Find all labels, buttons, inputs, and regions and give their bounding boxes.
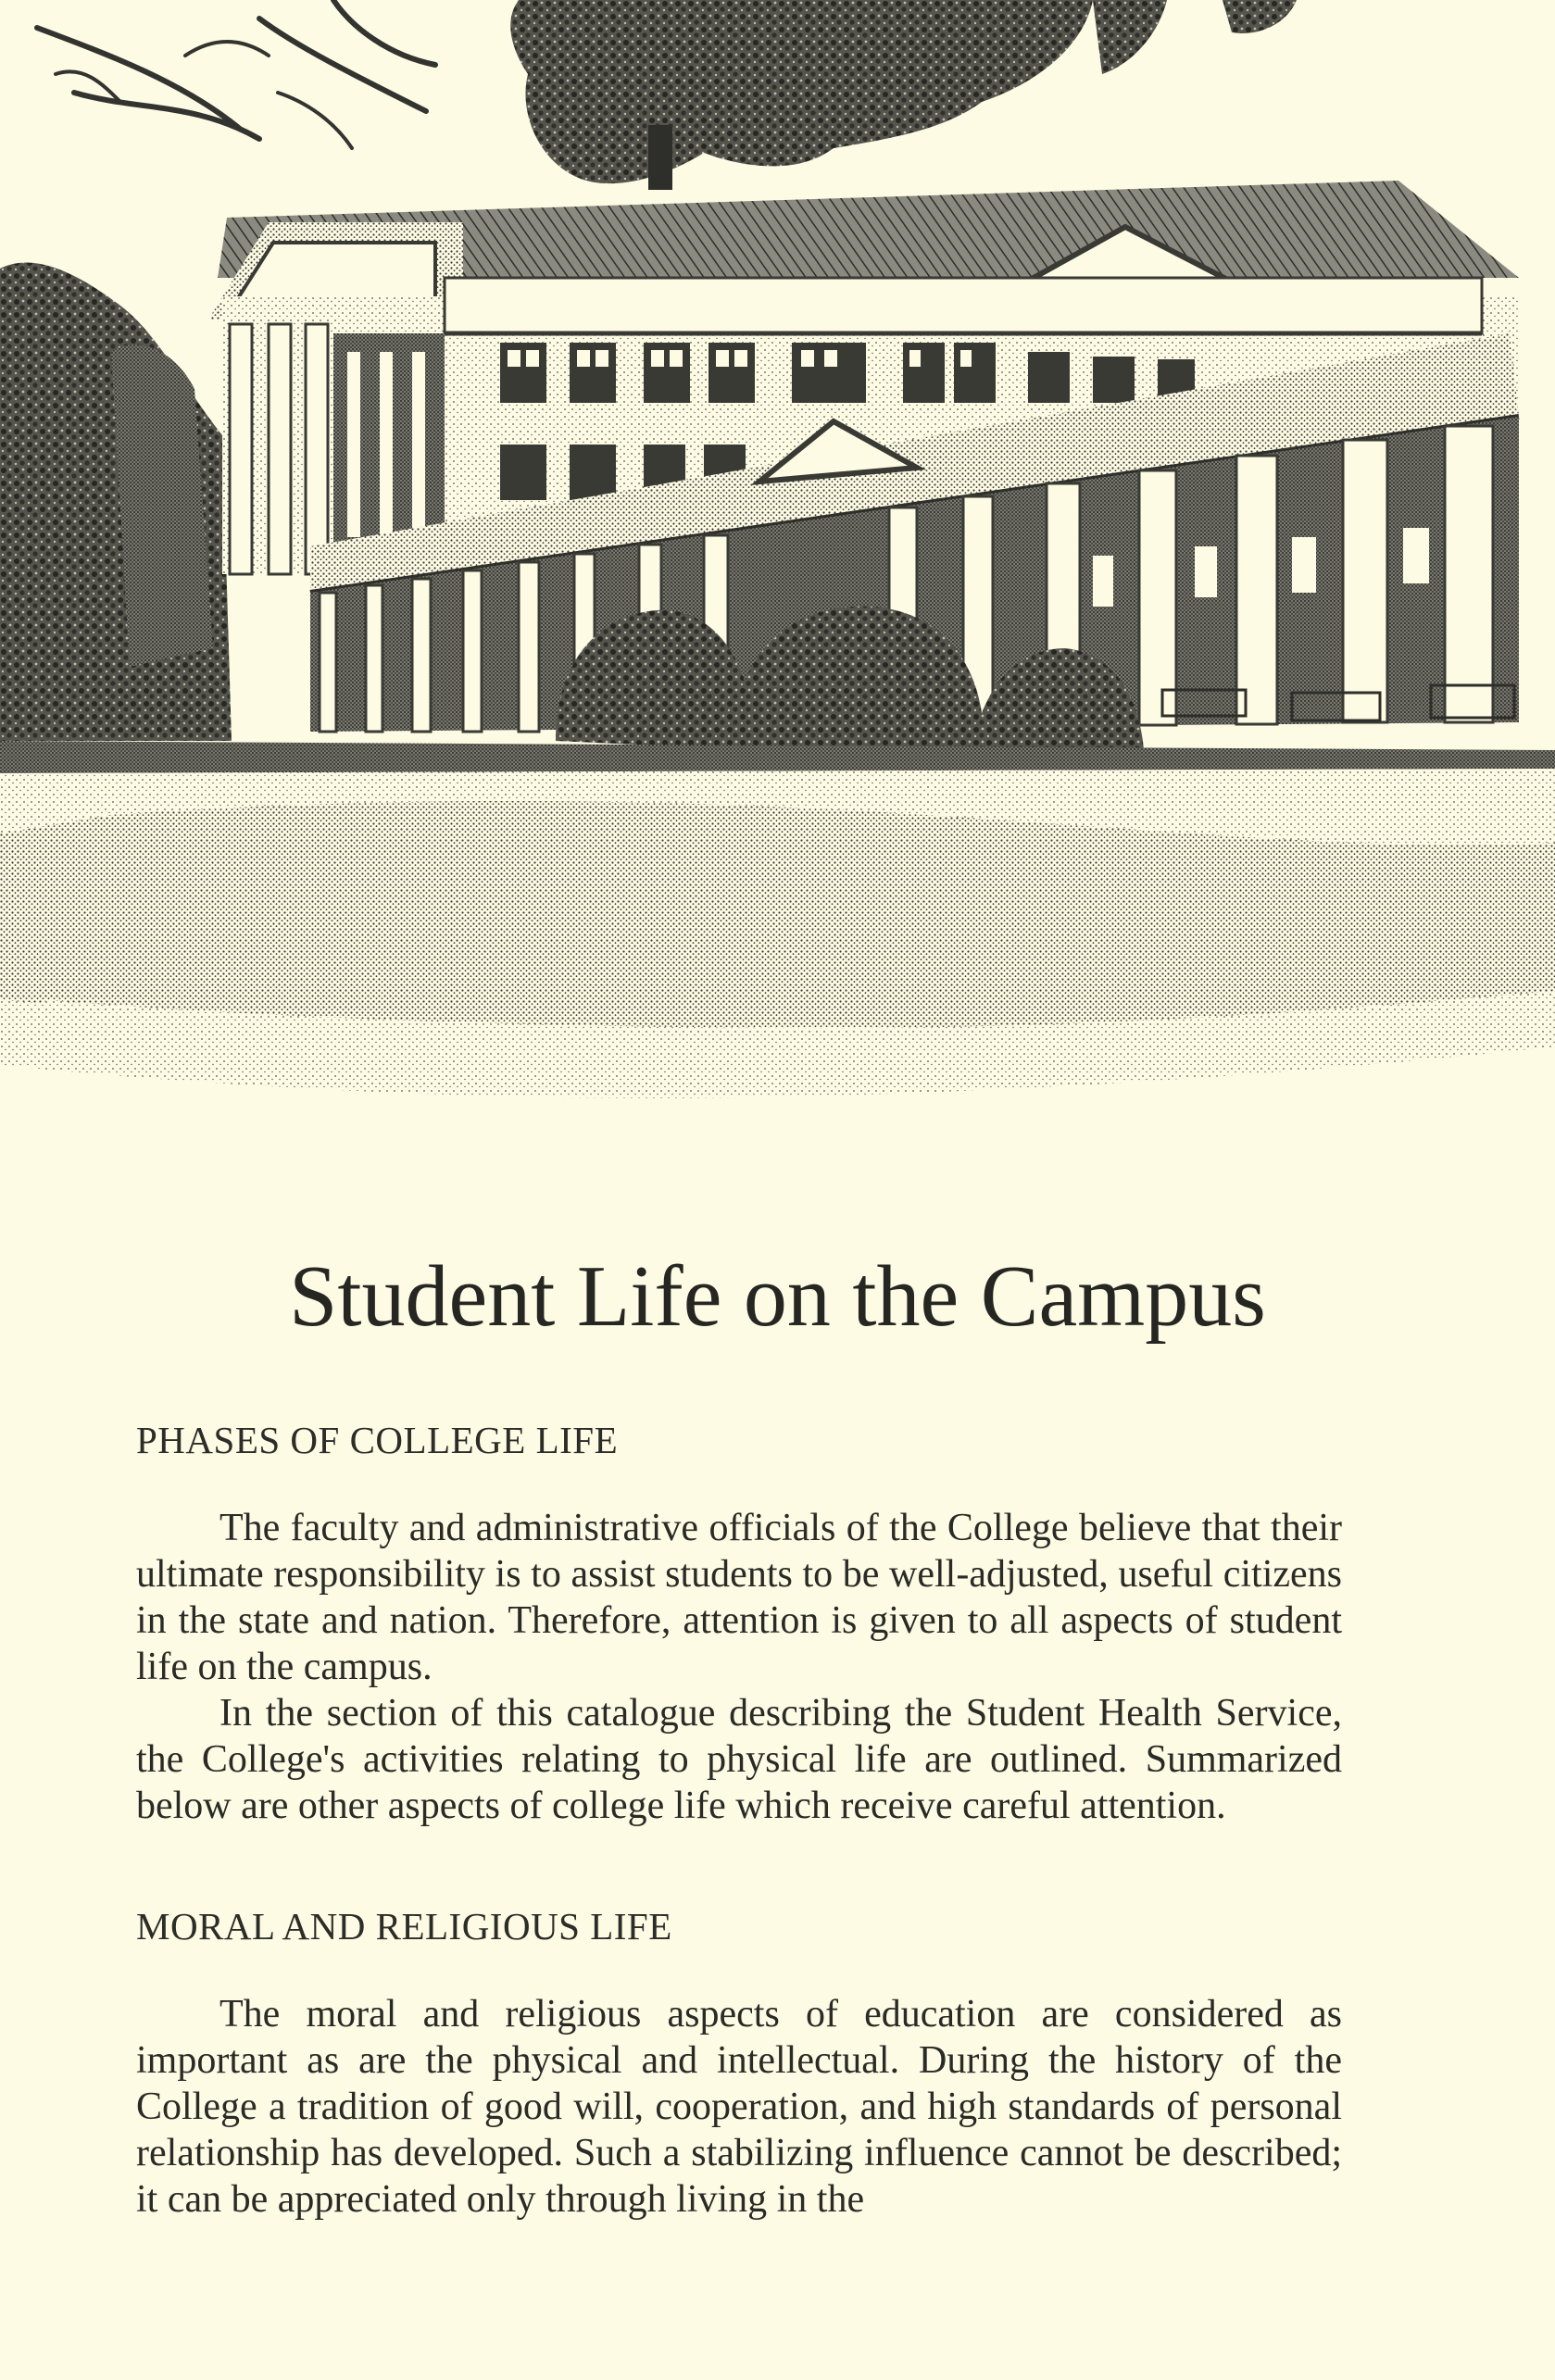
page-title: Student Life on the Campus — [289, 1248, 1266, 1345]
paragraph: In the section of this catalogue describing the Student Health Service, the College's activities relating to physical life are outlined. Summarized below are other aspects of college life which receive careful attention. — [136, 1692, 1342, 1827]
section-heading-moral-and-religious-life: MORAL AND RELIGIOUS LIFE — [136, 1905, 672, 1948]
paragraph: The faculty and administrative officials of the College believe that their ultimate responsibility is to assist students to be well-adjusted, useful citizens in the state and nation. Therefore, attention is given to all aspects of student life on the campus. — [136, 1507, 1342, 1688]
section-body-moral-and-religious-life — [136, 1991, 1342, 2223]
campus-building-illustration — [0, 0, 1555, 1130]
paragraph: The moral and religious aspects of education are considered as important as are the physical and intellectual. During the history of the College a tradition of good will, cooperation, and high standards of personal relationship has developed. Such a stabilizing influence cannot be described; it can be appreciated only through living in the — [136, 1993, 1342, 2221]
section-heading-phases-of-college-life: PHASES OF COLLEGE LIFE — [136, 1419, 619, 1461]
section-body-phases-of-college-life — [136, 1505, 1342, 1829]
